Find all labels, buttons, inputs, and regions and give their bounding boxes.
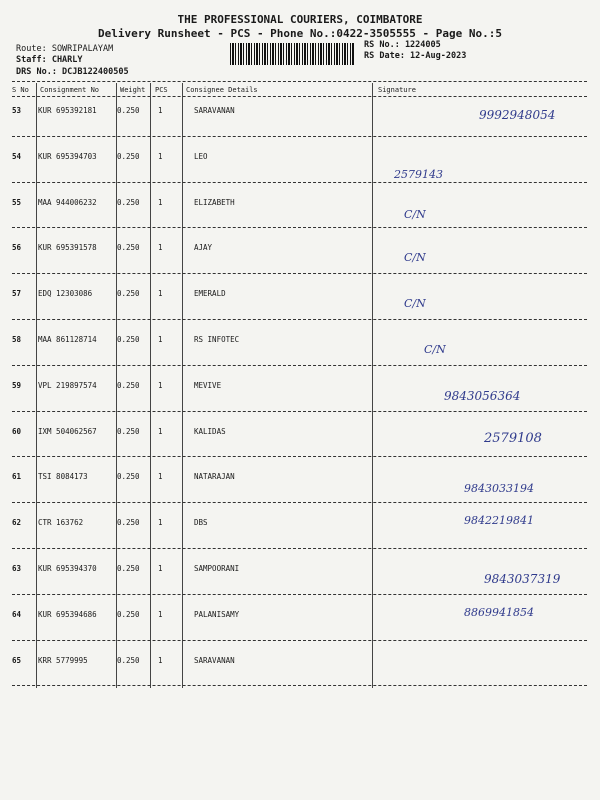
row-pcs: 1 <box>158 243 163 253</box>
row-pcs: 1 <box>158 609 163 619</box>
signature-handwriting: 9992948054 <box>479 108 556 122</box>
col-consignee: Consignee Details <box>186 86 258 94</box>
signature-handwriting: C/N <box>424 343 446 356</box>
row-sno: 61 <box>12 472 22 482</box>
row-consignee: AJAY <box>194 243 213 253</box>
table-row <box>12 560 587 606</box>
row-consignee: SARAVANAN <box>194 655 235 665</box>
table-row <box>12 652 587 698</box>
row-consignee: PALANISAMY <box>194 609 240 619</box>
row-divider <box>12 548 587 549</box>
rs-number: RS No.: 1224005 <box>364 40 441 50</box>
row-sno: 58 <box>12 335 22 344</box>
table-row <box>12 377 587 423</box>
row-consignee: SARAVANAN <box>194 106 235 115</box>
row-consignee: EMERALD <box>194 289 226 299</box>
row-divider <box>12 502 587 503</box>
table-row <box>12 468 587 514</box>
signature-handwriting: 2579143 <box>394 167 443 181</box>
row-consignment: KUR 695394703 <box>38 151 97 161</box>
row-pcs: 1 <box>158 518 163 528</box>
row-consignment: EDQ 12303086 <box>38 289 93 299</box>
header-bottom-divider <box>12 96 587 97</box>
row-consignment: MAA 944006232 <box>38 197 97 207</box>
row-consignment: KUR 695392181 <box>38 106 97 115</box>
row-consignment: KUR 695394686 <box>38 609 97 619</box>
row-pcs: 1 <box>158 197 163 207</box>
row-sno: 64 <box>12 609 22 619</box>
row-consignee: SAMPOORANI <box>194 564 240 573</box>
table-row <box>12 514 587 560</box>
row-weight: 0.250 <box>117 151 140 161</box>
row-divider <box>12 456 587 457</box>
row-consignee: DBS <box>194 518 208 528</box>
row-consignment: IXM 504062567 <box>38 426 97 436</box>
row-consignment: KRR 5779995 <box>38 655 88 665</box>
col-signature: Signature <box>378 86 416 94</box>
row-weight: 0.250 <box>117 197 140 207</box>
row-weight: 0.250 <box>117 655 140 665</box>
table-row <box>12 606 587 652</box>
row-consignment: KUR 695394370 <box>38 564 97 573</box>
row-sno: 57 <box>12 289 22 299</box>
row-weight: 0.250 <box>117 564 140 573</box>
signature-handwriting: 8869941854 <box>464 605 534 619</box>
row-pcs: 1 <box>158 564 163 573</box>
row-pcs: 1 <box>158 472 163 482</box>
row-pcs: 1 <box>158 335 163 344</box>
row-sno: 56 <box>12 243 22 253</box>
row-sno: 65 <box>12 655 22 665</box>
row-pcs: 1 <box>158 380 163 390</box>
row-consignment: MAA 861128714 <box>38 335 97 344</box>
header-top-divider <box>12 81 587 82</box>
staff-label: Staff: CHARLY <box>16 55 83 65</box>
row-pcs: 1 <box>158 151 163 161</box>
row-divider <box>12 182 587 183</box>
row-weight: 0.250 <box>117 380 140 390</box>
row-weight: 0.250 <box>117 106 140 115</box>
row-weight: 0.250 <box>117 426 140 436</box>
drs-label: DRS No.: DCJB122400505 <box>16 67 129 77</box>
col-weight: Weight <box>120 86 146 94</box>
col-sno: S No <box>12 86 29 94</box>
row-weight: 0.250 <box>117 335 140 344</box>
row-consignee: LEO <box>194 151 208 161</box>
table-row <box>12 102 587 148</box>
row-consignee: ELIZABETH <box>194 197 235 207</box>
signature-handwriting: 9842219841 <box>464 514 534 528</box>
row-divider <box>12 273 587 274</box>
table-row <box>12 423 587 469</box>
signature-handwriting: 9843056364 <box>444 388 521 403</box>
row-divider <box>12 365 587 366</box>
row-consignee: MEVIVE <box>194 380 222 390</box>
signature-handwriting: 9843037319 <box>484 572 561 586</box>
row-sno: 60 <box>12 426 22 436</box>
row-consignee: NATARAJAN <box>194 472 235 482</box>
row-consignee: RS INFOTEC <box>194 335 240 344</box>
rs-date: RS Date: 12-Aug-2023 <box>364 51 467 61</box>
row-sno: 54 <box>12 151 22 161</box>
row-weight: 0.250 <box>117 472 140 482</box>
row-consignment: KUR 695391578 <box>38 243 97 253</box>
row-divider <box>12 227 587 228</box>
table-row <box>12 285 587 331</box>
row-pcs: 1 <box>158 426 163 436</box>
signature-handwriting: 2579108 <box>484 430 542 446</box>
signature-handwriting: 9843033194 <box>464 482 534 496</box>
table-row <box>12 194 587 240</box>
row-divider <box>12 640 587 641</box>
row-divider <box>12 136 587 137</box>
row-weight: 0.250 <box>117 609 140 619</box>
row-pcs: 1 <box>158 289 163 299</box>
row-consignee: KALIDAS <box>194 426 226 436</box>
row-sno: 59 <box>12 380 22 390</box>
col-consignment: Consignment No <box>40 86 100 94</box>
row-weight: 0.250 <box>117 518 140 528</box>
route-label: Route: SOWRIPALAYAM <box>16 44 114 54</box>
row-weight: 0.250 <box>117 289 140 299</box>
signature-handwriting: C/N <box>404 297 426 311</box>
row-sno: 62 <box>12 518 22 528</box>
runsheet-subtitle: Delivery Runsheet - PCS - Phone No.:0422-3505555 - Page No.:5 <box>98 27 502 40</box>
company-title: THE PROFESSIONAL COURIERS, COIMBATORE <box>177 13 423 26</box>
row-consignment: VPL 219897574 <box>38 380 97 390</box>
row-sno: 63 <box>12 564 22 573</box>
row-divider <box>12 411 587 412</box>
row-pcs: 1 <box>158 655 163 665</box>
row-consignment: TSI 8084173 <box>38 472 88 482</box>
row-divider <box>12 319 587 320</box>
table-row <box>12 331 587 377</box>
row-sno: 55 <box>12 197 22 207</box>
row-divider <box>12 594 587 595</box>
row-sno: 53 <box>12 106 22 115</box>
signature-handwriting: C/N <box>404 207 426 221</box>
table-row <box>12 239 587 285</box>
table-row <box>12 148 587 194</box>
row-consignment: CTR 163762 <box>38 518 84 528</box>
col-pcs: PCS <box>155 86 168 94</box>
row-pcs: 1 <box>158 106 163 115</box>
barcode <box>230 43 355 65</box>
row-divider <box>12 685 587 686</box>
signature-handwriting: C/N <box>404 251 426 265</box>
row-weight: 0.250 <box>117 243 140 253</box>
